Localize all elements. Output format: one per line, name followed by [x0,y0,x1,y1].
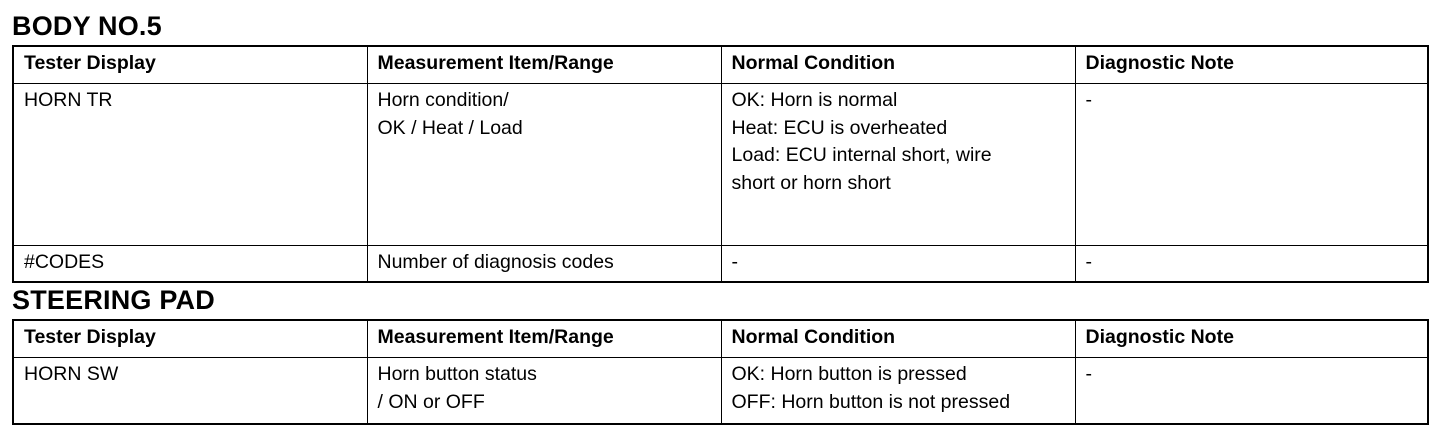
header-normal-condition: Normal Condition [721,46,1075,84]
table-header-row [13,320,1428,358]
cell-normal-condition: OK: Horn button is pressed OFF: Horn button is not pressed [721,358,1075,424]
header-tester-display: Tester Display [13,320,367,358]
cell-tester-display: #CODES [13,246,367,282]
section-title-body-no5: BODY NO.5 [12,11,162,41]
cell-measurement: Horn button status / ON or OFF [367,358,721,424]
table-row [13,358,1428,424]
cell-diagnostic-note: - [1075,84,1428,246]
table-row [13,84,1428,246]
cell-measurement: Horn condition/ OK / Heat / Load [367,84,721,246]
steering-pad-table [12,319,1429,425]
header-measurement-item: Measurement Item/Range [367,320,721,358]
cell-diagnostic-note: - [1075,358,1428,424]
table-header-row [13,46,1428,84]
cell-tester-display: HORN TR [13,84,367,246]
header-diagnostic-note: Diagnostic Note [1075,46,1428,84]
header-diagnostic-note: Diagnostic Note [1075,320,1428,358]
cell-tester-display: HORN SW [13,358,367,424]
cell-normal-condition: - [721,246,1075,282]
cell-measurement: Number of diagnosis codes [367,246,721,282]
cell-diagnostic-note: - [1075,246,1428,282]
cell-normal-condition: OK: Horn is normal Heat: ECU is overheated Load: ECU internal short, wire short or horn short [721,84,1075,246]
header-tester-display: Tester Display [13,46,367,84]
body-no5-table [12,45,1429,283]
header-measurement-item: Measurement Item/Range [367,46,721,84]
table-row [13,246,1428,282]
section-title-steering-pad: STEERING PAD [12,285,215,315]
header-normal-condition: Normal Condition [721,320,1075,358]
